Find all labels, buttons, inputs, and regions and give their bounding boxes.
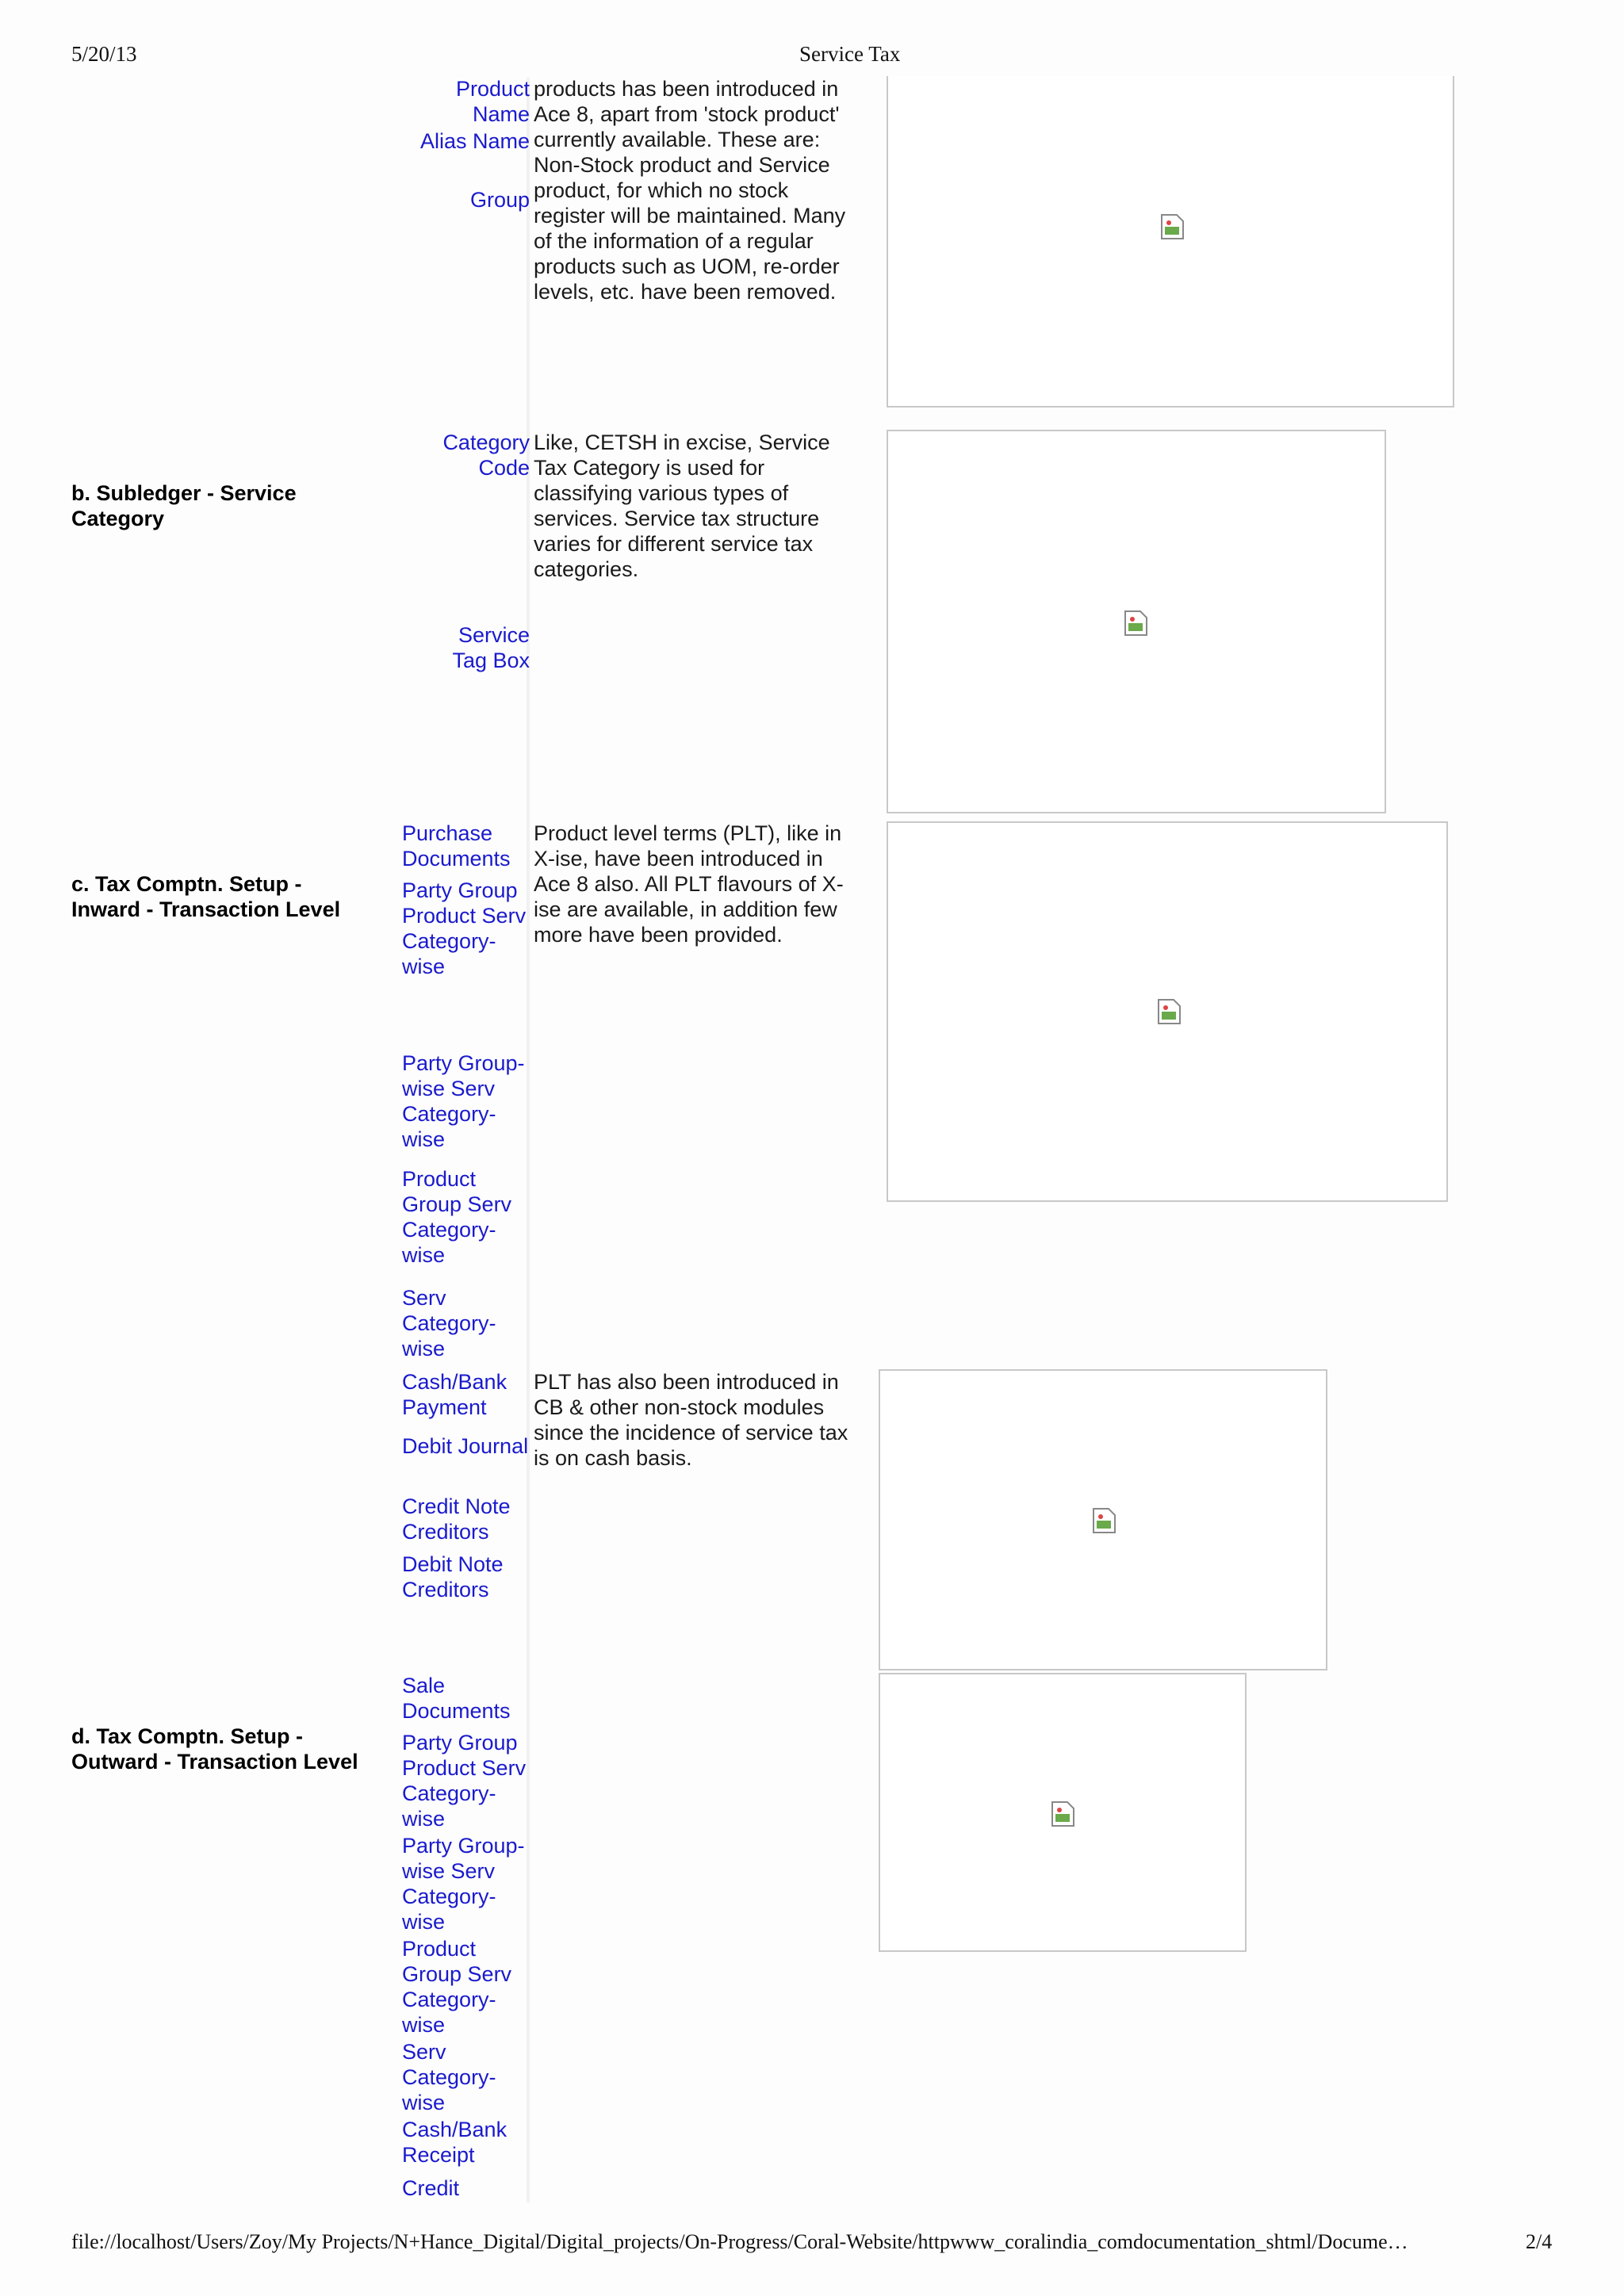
broken-image-icon (1158, 999, 1182, 1024)
screenshot-image-d (879, 1673, 1247, 1952)
broken-image-icon (1051, 1801, 1075, 1827)
link-alias-name[interactable]: Alias Name (419, 129, 530, 153)
link-debit-note-creditors[interactable]: Debit Note Creditors (402, 1552, 504, 1601)
row-c-description: Product level terms (PLT), like in X-ise, have been introduced in Ace 8 also. All PLT flavours of X- ise are available, in addition few more have been provided. (534, 821, 844, 947)
page-number: 2/4 (1526, 2230, 1553, 2253)
broken-image-icon (1161, 214, 1185, 239)
link-product-name[interactable]: Product Name (455, 77, 530, 126)
broken-image-icon (1093, 1508, 1116, 1533)
link-party-group-product-serv-d[interactable]: Party Group Product Serv Category- wise (402, 1731, 527, 1831)
link-serv-categorywise-d[interactable]: Serv Category- wise (402, 2040, 496, 2114)
link-purchase-documents[interactable]: Purchase Documents (402, 821, 511, 871)
link-party-groupwise-serv[interactable]: Party Group- wise Serv Category- wise (402, 1051, 525, 1151)
footer-file-path: file://localhost/Users/Zoy/My Projects/N+Hance_Digital/Digital_projects/On-Progress/Coral-Website/httpwww_coralindia_comdocumentation_shtml/Docume… (71, 2230, 1408, 2253)
screenshot-image-c2 (879, 1369, 1327, 1670)
screenshot-image-a (887, 76, 1454, 408)
row-a-description: products has been introduced in Ace 8, apart from 'stock product' currently available. These are: Non-Stock product and Service product, for which no stock register will be maintained. Many of the information of a regular products such as UOM, re-order levels, etc. have been removed. (534, 77, 846, 304)
link-party-group-product-serv[interactable]: Party Group Product Serv Category- wise (402, 878, 527, 978)
link-group[interactable]: Group (469, 188, 530, 212)
section-d-title: d. Tax Comptn. Setup - Outward - Transaction Level (71, 1724, 358, 1774)
link-sale-documents[interactable]: Sale Documents (402, 1674, 511, 1723)
section-c-title: c. Tax Comptn. Setup - Inward - Transaction Level (71, 872, 341, 921)
link-product-group-serv-d[interactable]: Product Group Serv Category- wise (402, 1937, 512, 2037)
broken-image-icon (1124, 610, 1148, 636)
link-credit[interactable]: Credit (402, 2176, 460, 2200)
link-cash-bank-receipt[interactable]: Cash/Bank Receipt (402, 2118, 508, 2167)
screenshot-image-c (887, 821, 1448, 1202)
link-service-tag-box[interactable]: Service Tag Box (452, 623, 530, 672)
link-debit-journal[interactable]: Debit Journal (402, 1434, 529, 1458)
print-date: 5/20/13 (71, 42, 137, 66)
link-product-group-serv[interactable]: Product Group Serv Category- wise (402, 1167, 512, 1267)
row-b-description: Like, CETSH in excise, Service Tax Category is used for classifying various types of services. Service tax structure varies for different service tax categories. (534, 430, 830, 581)
section-b-title: b. Subledger - Service Category (71, 481, 297, 530)
screenshot-image-b (887, 430, 1386, 813)
link-cash-bank-payment[interactable]: Cash/Bank Payment (402, 1370, 508, 1419)
link-serv-categorywise[interactable]: Serv Category- wise (402, 1286, 496, 1360)
link-category-code[interactable]: Category Code (442, 430, 530, 480)
link-party-groupwise-serv-d[interactable]: Party Group- wise Serv Category- wise (402, 1834, 525, 1934)
link-credit-note-creditors[interactable]: Credit Note Creditors (402, 1494, 511, 1544)
page-title: Service Tax (799, 42, 901, 66)
row-c-description-2: PLT has also been introduced in CB & other non-stock modules since the incidence of service tax is on cash basis. (534, 1370, 848, 1470)
